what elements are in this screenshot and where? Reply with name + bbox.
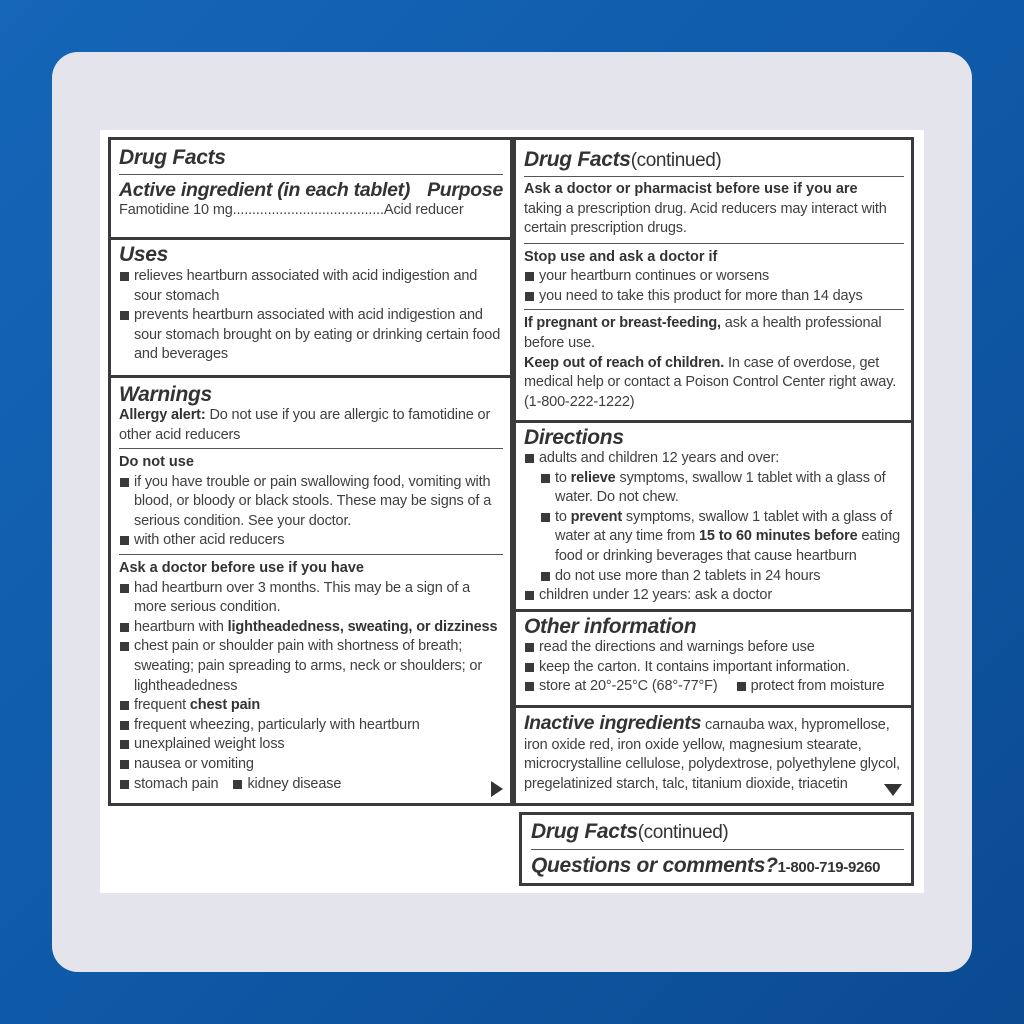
ask-doctor-item: nausea or vomiting	[119, 755, 503, 775]
item-text: to	[555, 469, 571, 486]
stop-use-item: you need to take this product for more than 14 days	[524, 287, 904, 307]
item-bold-text: prevent	[570, 508, 623, 525]
item-text: frequent	[134, 697, 190, 714]
questions-phone: 1-800-719-9260	[777, 859, 881, 876]
drug-facts-title: Drug Facts	[524, 148, 631, 171]
other-info-item: keep the carton. It contains important information.	[524, 658, 904, 678]
divider	[524, 243, 904, 244]
other-information-section	[516, 609, 911, 697]
continue-arrow-icon	[884, 784, 902, 796]
other-information-title: Other information	[524, 615, 697, 638]
ask-pharmacist-title: Ask a doctor or pharmacist before use if you are	[524, 181, 858, 197]
continued-label: (continued)	[637, 822, 729, 843]
directions-item: children under 12 years: ask a doctor	[524, 586, 904, 606]
pregnant-text: ask a health professional before use.	[524, 315, 882, 351]
keep-out-warning	[524, 354, 904, 413]
allergy-alert-text: Do not use if you are allergic to famotidine or other acid reducers	[119, 407, 491, 443]
other-info-item-row	[524, 677, 904, 697]
directions-subitem	[540, 508, 904, 567]
pregnant-label: If pregnant or breast-feeding,	[524, 315, 721, 332]
continued-section	[516, 148, 911, 412]
active-ingredient-header: Active ingredient (in each tablet)	[119, 179, 411, 201]
inactive-ingredients-text	[524, 711, 904, 794]
do-not-use-item: if you have trouble or pain swallowing food, vomiting with blood, or bloody or black stools. These may be signs of a serious condition. See your doctor.	[119, 473, 503, 532]
ask-pharmacist-text: taking a prescription drug. Acid reducers may interact with certain prescription drugs.	[524, 200, 887, 237]
uses-section	[111, 237, 510, 365]
warnings-section	[111, 375, 510, 794]
title-section	[111, 146, 510, 219]
questions-line	[531, 854, 904, 880]
divider	[119, 554, 503, 555]
stop-use-item: your heartburn continues or worsens	[524, 267, 904, 287]
ask-doctor-item: had heartburn over 3 months. This may be a sign of a more serious condition.	[119, 579, 503, 618]
directions-subitem	[540, 469, 904, 508]
directions-item: adults and children 12 years and over:	[524, 449, 904, 469]
active-ingredient-header-row	[119, 178, 503, 202]
item-text: heartburn with	[134, 618, 228, 635]
item-bold-text: relieve	[570, 469, 616, 486]
inactive-ingredients-title: Inactive ingredients	[524, 712, 702, 734]
item-bold-text: 15 to 60 minutes before	[699, 528, 858, 545]
ask-doctor-item: frequent wheezing, particularly with heartburn	[119, 716, 503, 736]
other-info-item: store at 20°-25°C (68°-77°F)	[524, 677, 718, 697]
inactive-ingredients-list: carnauba wax, hypromellose, iron oxide red, iron oxide yellow, magnesium stearate, microcrystalline cellulose, polydextrose, polyethylene glycol, pregelatinized starch, talc, titanium dioxide, triacetin	[524, 717, 900, 792]
drug-facts-right-panel	[513, 137, 914, 806]
warnings-title: Warnings	[119, 383, 212, 406]
directions-section	[516, 420, 911, 606]
divider	[119, 448, 503, 449]
stop-use-title: Stop use and ask a doctor if	[524, 248, 718, 265]
uses-item: prevents heartburn associated with acid indigestion and sour stomach brought on by eating or drinking certain food and beverages	[119, 306, 503, 365]
continue-arrow-icon	[491, 781, 503, 797]
questions-section	[522, 820, 911, 880]
purpose-header: Purpose	[427, 179, 503, 201]
questions-label: Questions or comments?	[531, 854, 778, 877]
ask-doctor-item-row	[119, 775, 503, 795]
directions-title: Directions	[524, 426, 624, 449]
drug-facts-title: Drug Facts	[119, 146, 503, 175]
item-text: symptoms, swallow 1 tablet with a glass of water. Do not chew.	[555, 469, 886, 506]
uses-item: relieves heartburn associated with acid indigestion and sour stomach	[119, 267, 503, 306]
ingredient-line: Famotidine 10 mg.......................................Acid reducer	[119, 202, 464, 218]
item-bold-text: chest pain	[189, 697, 261, 714]
pregnant-warning	[524, 314, 904, 353]
item-text: symptoms, swallow 1 tablet with a glass of water at any time from	[555, 508, 892, 545]
continued-label: (continued)	[630, 150, 722, 171]
other-info-item: protect from moisture	[736, 677, 885, 697]
do-not-use-item: with other acid reducers	[119, 531, 503, 551]
drug-facts-title: Drug Facts	[531, 820, 638, 843]
allergy-alert	[119, 406, 503, 445]
item-text: to	[555, 508, 571, 525]
allergy-alert-label: Allergy alert:	[119, 407, 206, 423]
drug-facts-bottom-panel	[519, 812, 914, 886]
inactive-ingredients-section	[516, 705, 911, 794]
ask-doctor-title: Ask a doctor before use if you have	[119, 560, 364, 577]
other-info-item: read the directions and warnings before use	[524, 638, 904, 658]
ask-doctor-item: chest pain or shoulder pain with shortness of breath; sweating; pain spreading to arms, neck or shoulders; or lightheadedness	[119, 637, 503, 696]
ask-doctor-item	[119, 618, 503, 638]
ask-doctor-item: stomach pain	[119, 775, 218, 795]
directions-subitem: do not use more than 2 tablets in 24 hours	[540, 567, 904, 587]
drug-facts-continued-title	[524, 148, 904, 177]
item-bold-text: lightheadedness, sweating, or dizziness	[227, 618, 498, 635]
ask-doctor-item: unexplained weight loss	[119, 735, 503, 755]
item-text: eating food or drinking beverages that cause heartburn	[555, 528, 901, 564]
do-not-use-title: Do not use	[119, 454, 194, 471]
divider	[524, 309, 904, 310]
keep-out-text: In case of overdose, get medical help or contact a Poison Control Center right away. (1-800-222-1222)	[524, 354, 897, 410]
drug-facts-continued-title	[531, 820, 904, 850]
ask-doctor-item	[119, 696, 503, 716]
ask-doctor-item: kidney disease	[232, 775, 341, 795]
drug-facts-left-panel	[108, 137, 513, 806]
uses-title: Uses	[119, 243, 169, 266]
keep-out-label: Keep out of reach of children.	[524, 354, 725, 371]
